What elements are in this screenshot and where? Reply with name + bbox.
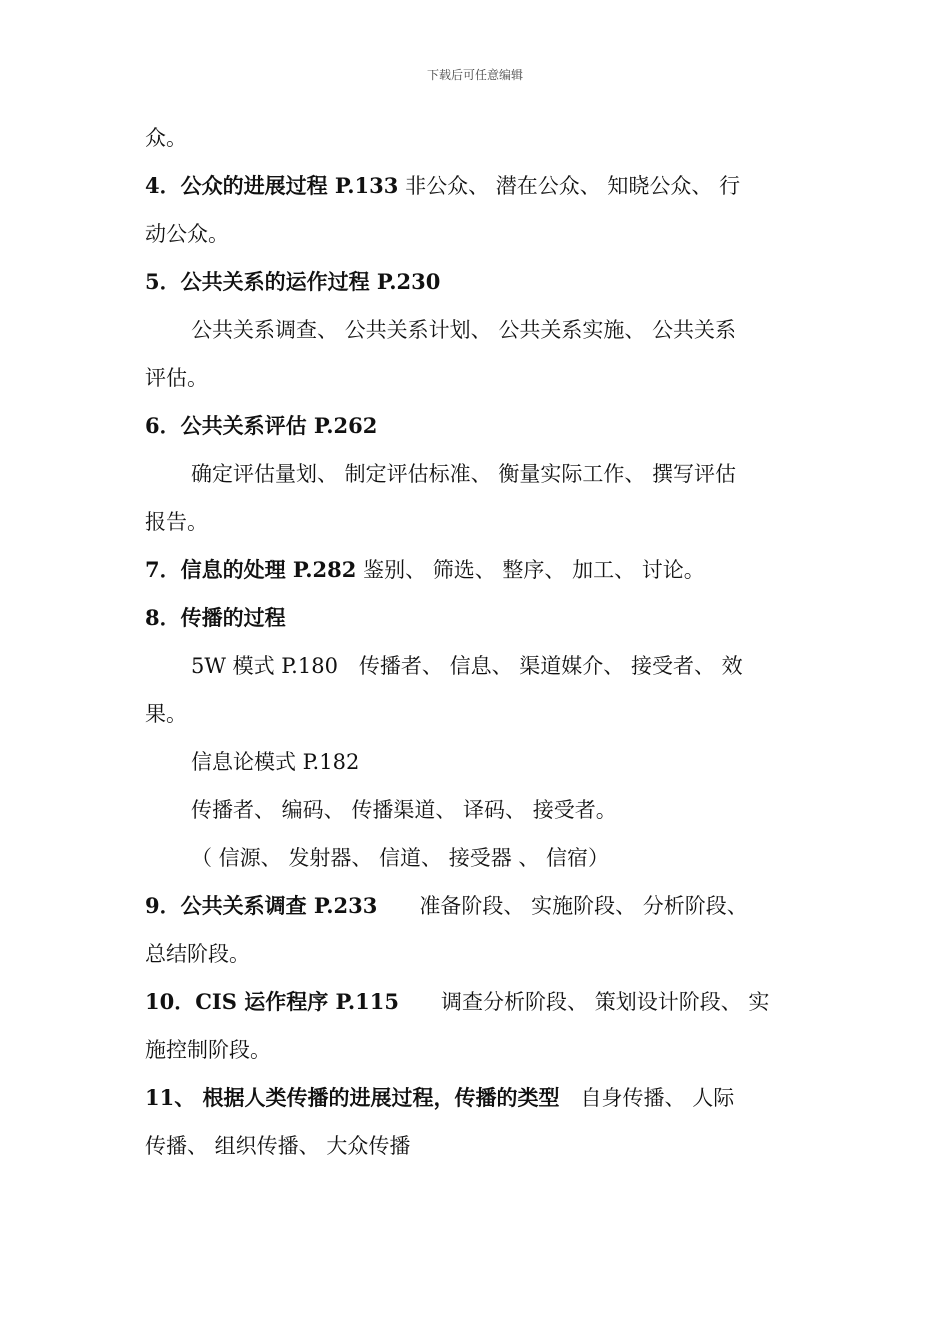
text-line-5: 公共关系调查、 公共关系计划、 公共关系实施、 公共关系 <box>191 318 737 342</box>
text-line-8: 确定评估量划、 制定评估标准、 衡量实际工作、 撰写评估 <box>191 462 737 486</box>
section-5-heading: 5．公共关系的运作过程 P.230 <box>145 269 441 294</box>
section-4-heading: 4．公众的进展过程 P.133 非公众、 潜在公众、 知晓公众、 行 <box>145 173 741 198</box>
document-body <box>145 114 807 1170</box>
text-line-14: 信息论模式 P.182 <box>191 750 360 774</box>
text-line-13: 果。 <box>145 702 187 726</box>
text-line-9: 报告。 <box>145 510 208 534</box>
section-6-heading: 6．公共关系评估 P.262 <box>145 413 378 438</box>
text-line-12: 5W 模式 P.180 传播者、 信息、 渠道媒介、 接受者、 效 <box>191 654 743 678</box>
section-9-heading: 9．公共关系调查 P.233 准备阶段、 实施阶段、 分析阶段、 <box>145 893 748 918</box>
section-11-heading: 11、 根据人类传播的进展过程，传播的类型 自身传播、 人际 <box>145 1085 735 1110</box>
text-line-20: 施控制阶段。 <box>145 1038 271 1062</box>
text-line-1: 众。 <box>145 126 187 150</box>
text-line-3: 动公众。 <box>145 222 229 246</box>
text-line-6: 评估。 <box>145 366 208 390</box>
text-line-18: 总结阶段。 <box>145 942 250 966</box>
section-8-heading: 8．传播的过程 <box>145 605 286 630</box>
text-line-22: 传播、 组织传播、 大众传播 <box>145 1134 411 1158</box>
text-line-15: 传播者、 编码、 传播渠道、 译码、 接受者。 <box>191 798 617 822</box>
section-10-heading: 10．CIS 运作程序 P.115 调查分析阶段、 策划设计阶段、 实 <box>145 989 770 1014</box>
text-line-16: （ 信源、 发射器、 信道、 接受器 、 信宿） <box>191 846 610 870</box>
section-7-heading: 7．信息的处理 P.282 鉴别、 筛选、 整序、 加工、 讨论。 <box>145 557 705 582</box>
page-header: 下载后可任意编辑 <box>426 68 523 82</box>
